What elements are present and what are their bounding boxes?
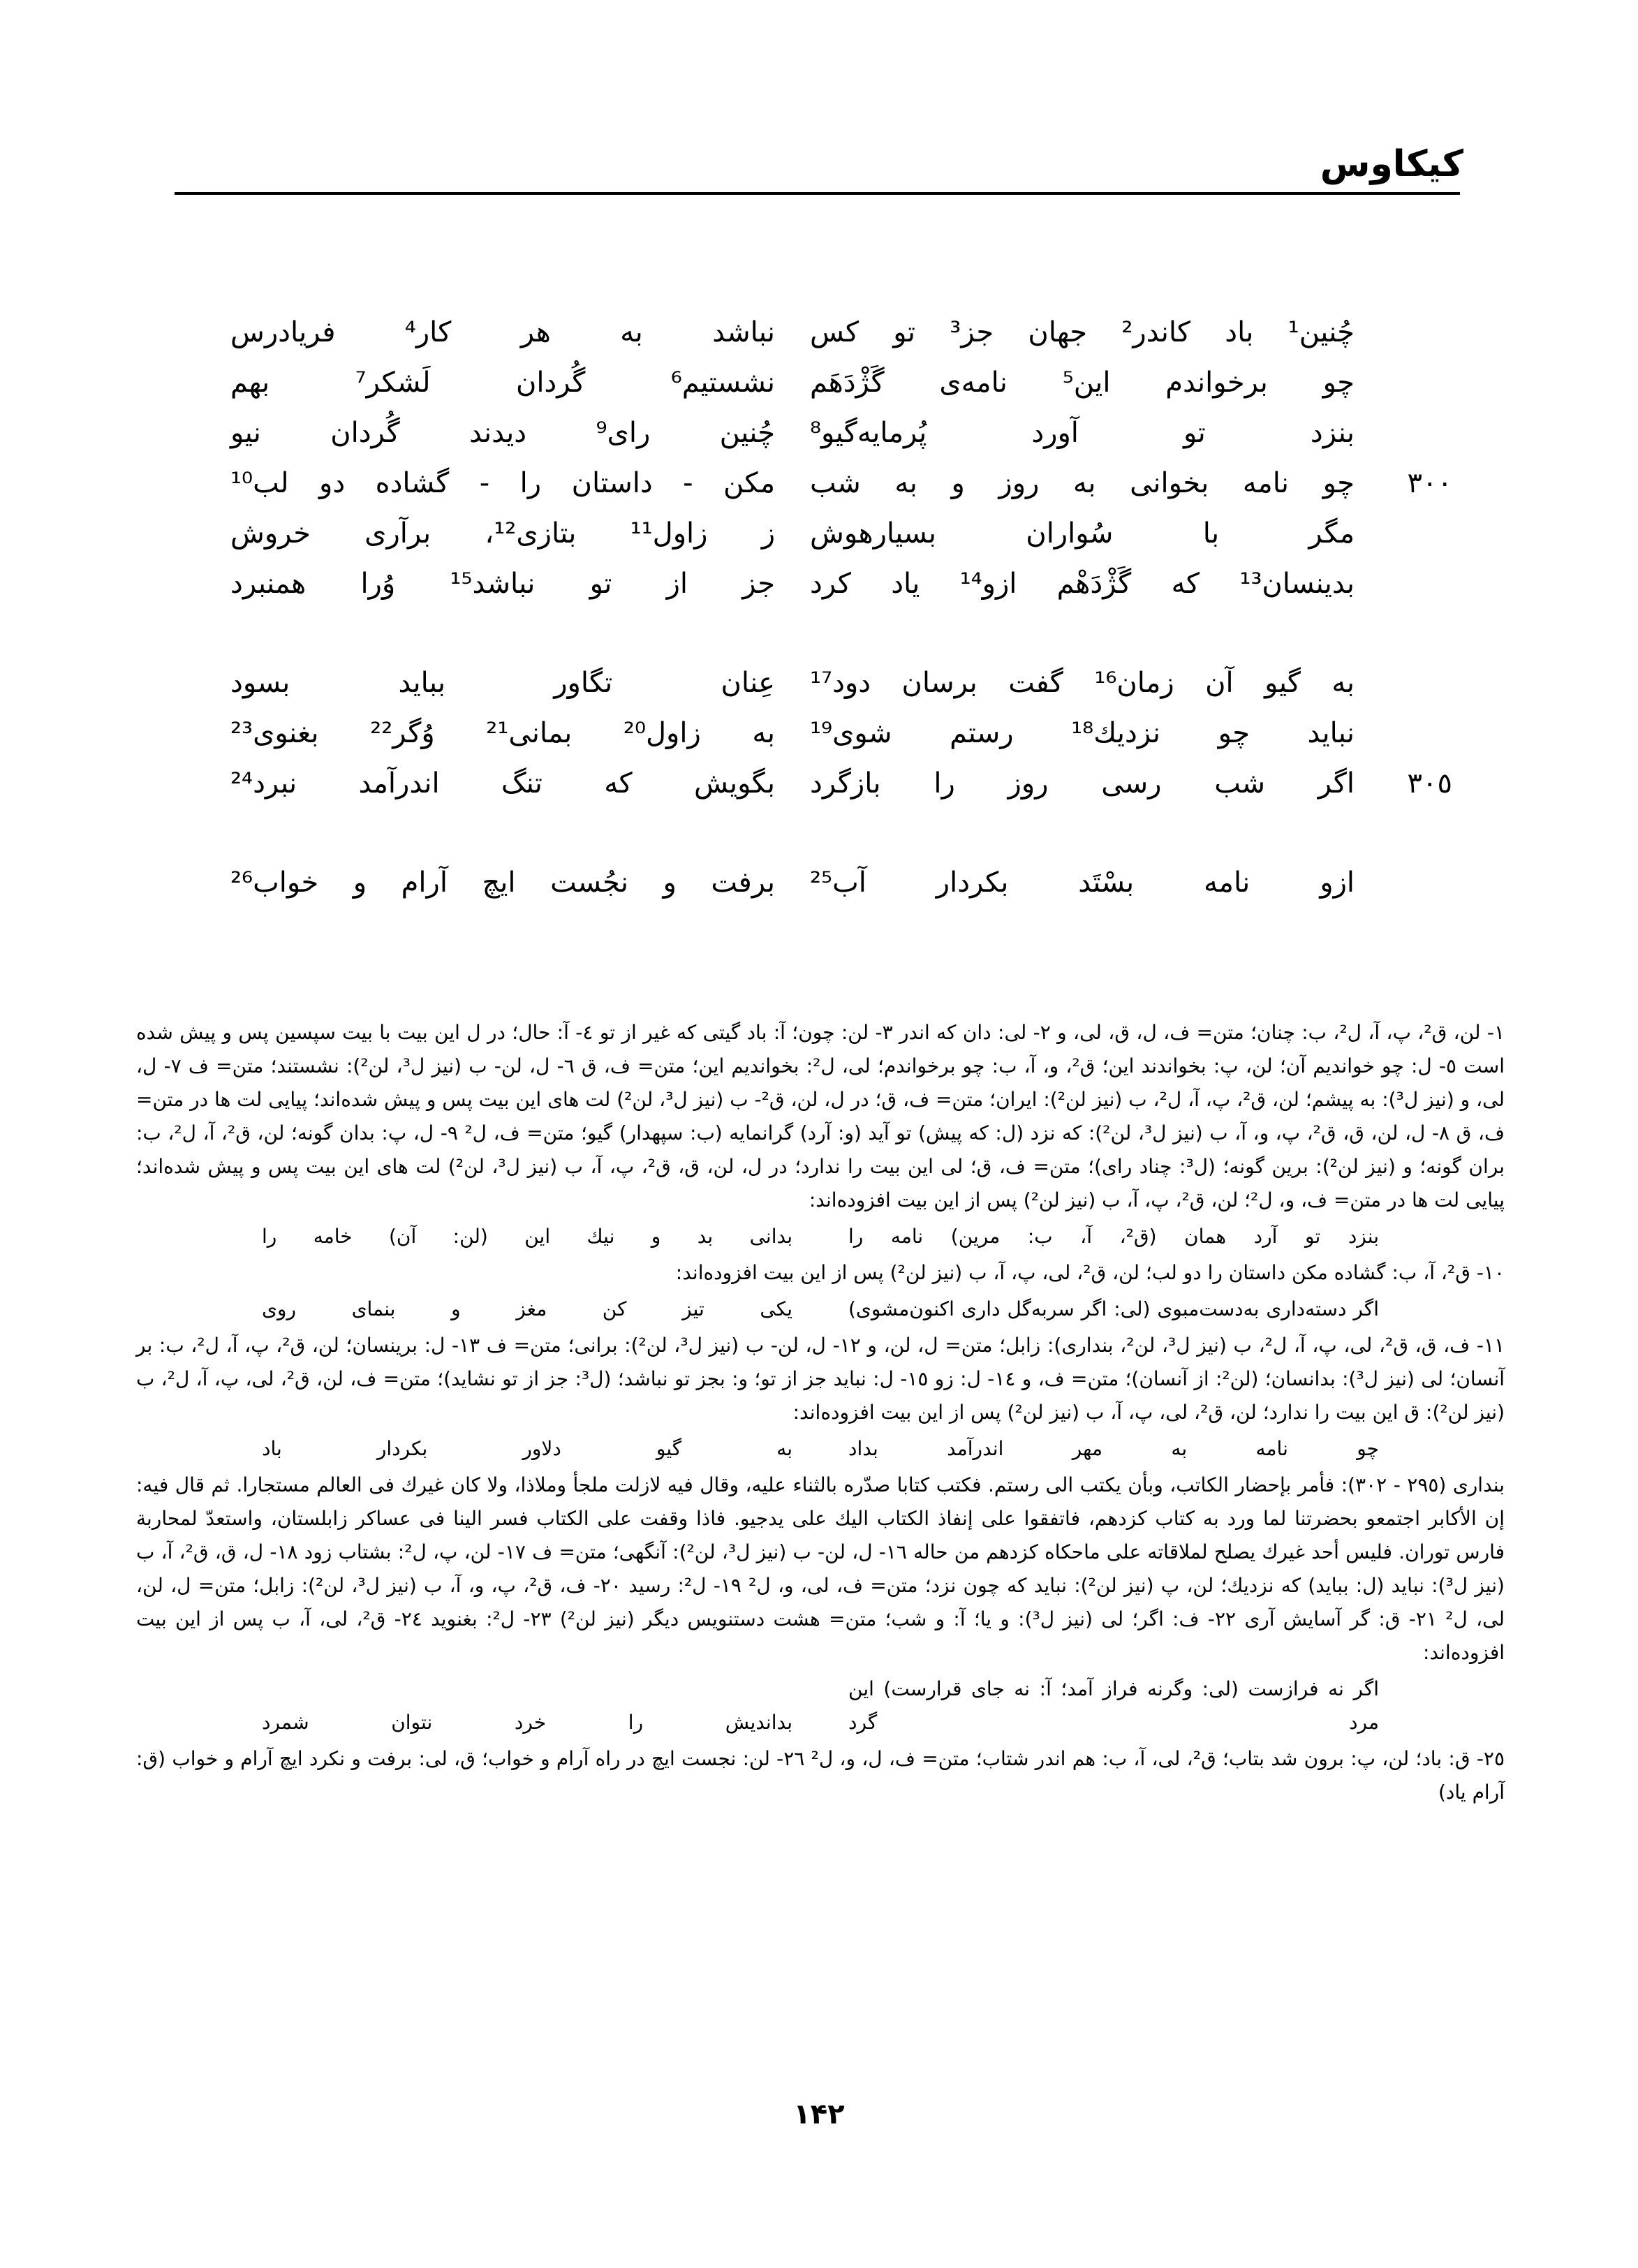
second-hemistich: چُنین رای⁹ دیدند گُردان نیو — [230, 417, 775, 449]
couplet — [230, 458, 1452, 508]
second-hemistich: برفت و نجُست ایچ آرام و خواب²⁶ — [230, 867, 775, 899]
second-hemistich: نشستیم⁶ گُردان لَشکر⁷ بهم — [230, 367, 776, 399]
couplet — [230, 559, 1445, 609]
footnote-paragraph: ١٠- ق²، آ، ب: گشاده مکن داستان را دو لب؛ لن، ق²، لی، پ، آ، ب (نیز لن²) پس از این بیت افزوده‌اند: — [675, 1261, 1505, 1284]
quoted-couplet — [136, 1672, 1505, 1739]
couplet — [230, 508, 1445, 559]
second-hemistich: به زاول²⁰ بمانی²¹ وُگر²² بغنوی²³ — [230, 717, 775, 749]
first-hemistich: ازو نامه بسْتَد بکردار آب²⁵ — [810, 867, 1355, 899]
first-hemistich: اگر شب رسی روز را بازگرد — [810, 767, 1355, 800]
quoted-couplet — [136, 1220, 1505, 1253]
quoted-couplet — [136, 1293, 1505, 1326]
first-hemistich: بنزد تو آورد پُرمایه‌گیو⁸ — [810, 417, 1355, 449]
second-hemistich: نباشد به هر کار⁴ فریادرس — [230, 316, 775, 348]
first-hemistich: اگر دسته‌داری به‌دست‌مبوی (لی: اگر سربه‌گل داری اکنون‌مشوی) — [848, 1297, 1379, 1320]
critical-apparatus — [136, 1016, 1505, 1809]
verse-block — [230, 307, 1452, 908]
first-hemistich: نباید چو نزدیك¹⁸ رستم شوی¹⁹ — [810, 717, 1355, 749]
couplet — [230, 408, 1445, 458]
second-hemistich: بگویش که تنگ اندرآمد نبرد²⁴ — [230, 767, 775, 800]
footnote-paragraph: ١- لن، ق²، پ، آ، ل²، ب: چنان؛ متن= ف، ل، ق، لی، و ٢- لی: دان که اندر ٣- لن: چون؛ آ: باد گیتی که غیر از تو ٤- آ: حال؛ در ل این بیت با بیت سپسین پس و پیش شده است ٥- ل: چو خواندیم آن؛ لن، پ: بخواندند این؛ ق²، و، آ، ب: چو برخواندم؛ لی، ل²: بخواندیم این؛ متن= ف، ق ٦- ل، لن- ب (نیز ل³، لن²): نشستند؛ متن= ف ٧- ل، لی، و (نیز ل³): به پیشم؛ لن، ق²، پ، آ، ل²، ب (نیز لن²): ایران؛ متن= ف، ق؛ در ل، لن، ق²- ب (نیز ل³، لن²) لت های این بیت پس و پیش شده‌اند؛ پیایی لت ها در متن= ف، ق ٨- ل، لن، ق، ق²، پ، و، آ، ب (نیز ل³، لن²): که نزد (ل: که پیش) تو آید (و: آرد) گرانمایه (ب: سپهدار) گیو؛ متن= ف، ل² ٩- ل، پ: بدان گونه؛ لن، ق²، آ، ل²، ب: بران گونه؛ و (نیز لن²): برین گونه؛ (ل³: چناد رای)؛ متن= ف، ق؛ لی این بیت را ندارد؛ در ل، لن، ق، ق²، پ، آ، ب (نیز ل³، لن²) لت های این بیت پس و پیش شده‌اند؛ پیایی لت ها در متن= ف، و، ل²؛ لن، ق²، پ، آ، ب (نیز لن²) پس از این بیت افزوده‌اند: — [136, 1021, 1505, 1212]
page-number: ١۴٢ — [793, 2098, 845, 2130]
couplet — [230, 658, 1445, 708]
stanza-break — [230, 809, 1445, 857]
couplet — [230, 358, 1445, 408]
second-hemistich: عِنان تگاور بباید بسود — [230, 667, 775, 699]
first-hemistich: چو برخواندم این⁵ نامه‌ی گَژْدَهَم — [810, 367, 1355, 399]
second-hemistich: جز از تو نباشد¹⁵ وُرا همنبرد — [230, 568, 775, 600]
verse-number: ٣٠٠ — [1407, 467, 1452, 499]
second-hemistich: بداندیش را خرد نتوان شمرد — [262, 1711, 792, 1734]
second-hemistich: یکی تیز کن مغز و بنمای روی — [262, 1297, 792, 1320]
first-hemistich: بدینسان¹³ که گَژْدَهْم ازو¹⁴ یاد کرد — [810, 568, 1355, 600]
first-hemistich: به گیو آن زمان¹⁶ گفت برسان دود¹⁷ — [810, 667, 1355, 699]
second-hemistich: به گیو دلاور بکردار باد — [262, 1437, 792, 1460]
running-title: کیکاوس — [1320, 143, 1463, 185]
first-hemistich: چو نامه بخوانی به روز و به شب — [810, 467, 1355, 499]
first-hemistich: چو نامه به مهر اندرآمد بداد — [848, 1437, 1379, 1460]
couplet — [230, 708, 1445, 758]
second-hemistich: ز زاول¹¹ بتازی¹²، برآری خروش — [230, 517, 776, 550]
footnote-paragraph: ٢٥- ق: باد؛ لن، پ: برون شد بتاب؛ ق²، لی، آ، ب: هم اندر شتاب؛ متن= ف، ل، و، ل² ٢٦- لن: نجست ایچ در راه آرام و خواب؛ ق، لی: برفت و نکرد ایچ آرام و خواب (ق: آرام یاد) — [136, 1747, 1505, 1804]
second-hemistich: بدانی بد و نیك این (لن: آن) خامه را — [262, 1225, 792, 1248]
first-hemistich: مگر با سُواران بسیارهوش — [810, 517, 1355, 550]
first-hemistich: اگر نه فرازست (لی: وگرنه فراز آمد؛ آ: نه جای قرارست) این مرد گرد — [848, 1677, 1379, 1734]
header-rule — [175, 192, 1460, 195]
footnote-paragraph: ١١- ف، ق، ق²، لی، پ، آ، ل²، ب (نیز ل³، لن²، بنداری): زابل؛ متن= ل، لن، و ١٢- ل، لن- ب (نیز ل³، لن²): برانی؛ متن= ف ١٣- ل: برینسان؛ لن، ق²، پ، آ، ل²، ب: بر آنسان؛ لی (نیز ل³): بدانسان؛ (لن²: از آنسان)؛ متن= ف، و ١٤- ل: زو ١٥- ل: نباید جز از تو؛ و: بجز تو نباشد؛ (ل³: جز از تو نشاید)؛ متن= ف، لن، ق²، لی، پ، آ، ل²، ب (نیز لن²): ق این بیت را ندارد؛ لن، ق²، لی، پ، آ، ب (نیز لن²) پس از این بیت افزوده‌اند: — [136, 1334, 1505, 1424]
verse-number: ٣٠٥ — [1407, 767, 1452, 800]
footnote-paragraph: بنداری (٢٩٥ - ٣٠٢): فأمر بإحضار الكاتب، وبأن يكتب الى رستم. فكتب كتابا صدّره بالثناء عليه، وقال فيه لازلت ملجأ وملاذا، ولا كان غيرك فى العالم مستجارا. ثم قال فيه: إن الأكابر اجتمعو بحضرتنا لما ورد به كتاب كزدهم، فاتفقوا على إنفاذ الكتاب اليك على يدجيو. فاذا وقفت على الكتاب فسر الينا فى عساكر زابلستان، واستعدّ لمحاربة فارس توران. فليس أحد غيرك يصلح لملاقاته على ماحكاه كزدهم من حاله ١٦- ل، لن- ب (نیز ل³، لن²): آنگهی؛ متن= ف ١٧- لن، پ، ل²: بشتاب زود ١٨- ل، ق، ق²، آ، ب (نیز ل³): نباید (ل: بباید) که نزدیك؛ لن، پ (نیز لن²): نباید که چون نزد؛ متن= ف، لی، و، ل² ١٩- ل²: رسید ٢٠- ف، ق²، پ، و، آ، ب (نیز ل³، لن²): زابل؛ متن= ل، لن، لی، ل² ٢١- ق: گر آسایش آری ٢٢- ف: اگر؛ لی (نیز ل³): و یا؛ آ: و شب؛ متن= هشت دستنویس دیگر (نیز لن²) ٢٣- ل²: بغنوید ٢٤- ق²، لی، آ، ب پس از این بیت افزوده‌اند: — [136, 1473, 1505, 1664]
second-hemistich: مکن - داستان را - گشاده دو لب¹⁰ — [230, 467, 775, 499]
couplet — [230, 857, 1445, 908]
first-hemistich: چُنین¹ باد کاندر² جهان جز³ تو کس — [810, 316, 1355, 348]
quoted-couplet — [136, 1432, 1505, 1466]
stanza-break — [230, 609, 1445, 658]
couplet — [230, 758, 1452, 809]
couplet — [230, 307, 1445, 358]
first-hemistich: بنزد تو آرد همان (ق²، آ، ب: مرین) نامه را — [848, 1225, 1380, 1248]
